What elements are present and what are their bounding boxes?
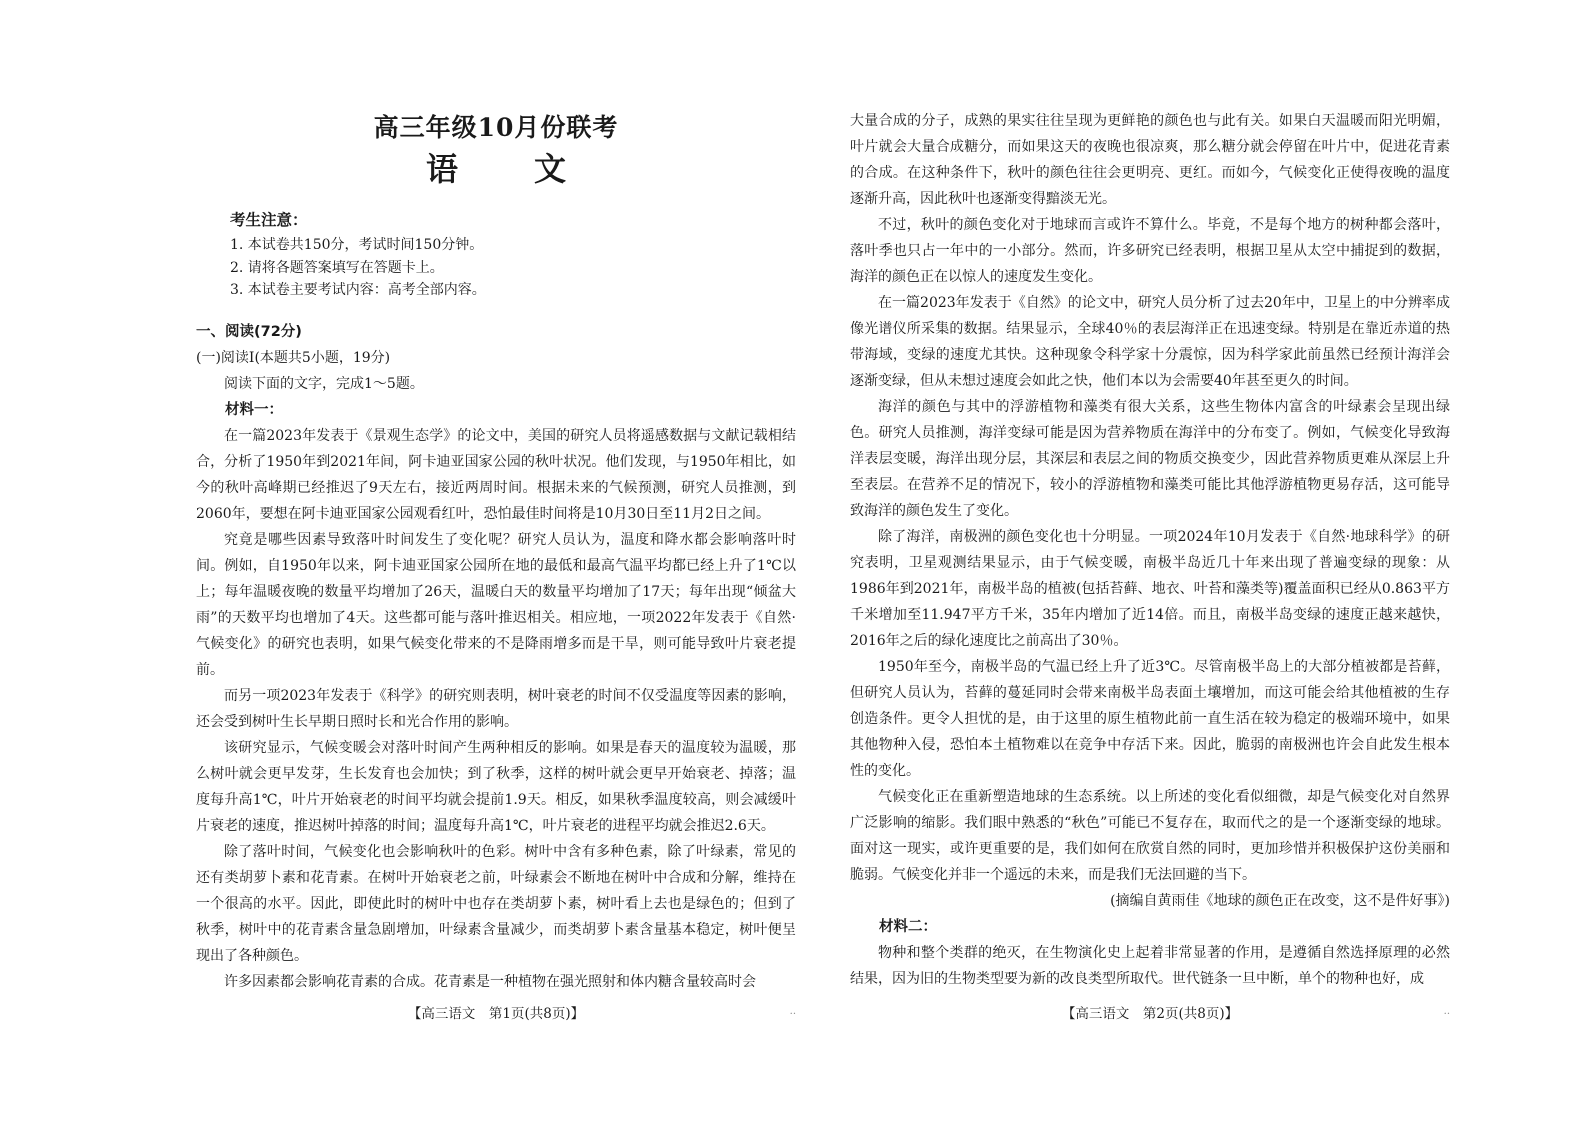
paragraph: 除了落叶时间，气候变化也会影响秋叶的色彩。树叶中含有多种色素，除了叶绿素，常见的还有类胡萝卜素和花青素。在树叶开始衰老之前，叶绿素会不断地在树叶中合成和分解，维持在一个很高的水平。因此，即使此时的树叶中也存在类胡萝卜素，树叶看上去也是绿色的；但到了秋季，树叶中的花青素含量急剧增加，叶绿素含量减少，而类胡萝卜素含量基本稳定，树叶便呈现出了各种颜色。 (196, 844, 796, 964)
paragraph: 该研究显示，气候变暖会对落叶时间产生两种相反的影响。如果是春天的温度较为温暖，那么树叶就会更早发芽，生长发育也会加快；到了秋季，这样的树叶就会更早开始衰老、掉落；温度每升高1℃，叶片开始衰老的时间平均就会提前1.9天。相反，如果秋季温度较高，则会减缓叶片衰老的速度，推迟树叶掉落的时间；温度每升高1℃，叶片衰老的进程平均就会推迟2.6天。 (196, 740, 796, 834)
right-page (850, 0, 1450, 1123)
instruction: 阅读下面的文字，完成1～5题。 (224, 376, 424, 392)
page-footer: 【高三语文 第2页(共8页)】 (1061, 1006, 1239, 1022)
subsection-title: (一)阅读Ⅰ(本题共5小题，19分) (196, 350, 391, 366)
source-citation: (摘编自黄雨佳《地球的颜色正在改变，这不是件好事》) (1110, 893, 1450, 909)
subject-char: 语 (425, 150, 458, 188)
material-label: 材料二： (879, 919, 937, 935)
material-label: 材料一： (225, 402, 283, 418)
paragraph: 不过，秋叶的颜色变化对于地球而言或许不算什么。毕竟，不是每个地方的树种都会落叶，落叶季也只占一年中的一小部分。然而，许多研究已经表明，根据卫星从太空中捕捉到的数据，海洋的颜色正在以惊人的速度发生变化。 (850, 217, 1450, 285)
notice-item: 1. 本试卷共150分，考试时间150分钟。 (230, 237, 484, 253)
page-footer: 【高三语文 第1页(共8页)】 (407, 1006, 585, 1022)
notice-heading: 考生注意： (230, 211, 308, 229)
paragraph: 究竟是哪些因素导致落叶时间发生了变化呢？研究人员认为，温度和降水都会影响落叶时间。例如，自1950年以来，阿卡迪亚国家公园所在地的最低和最高气温平均都已经上升了1℃以上；每年温暖夜晚的数量平均增加了26天，温暖白天的数量平均增加了17天；每年出现“倾盆大雨”的天数平均也增加了4天。这些都可能与落叶推迟相关。相应地，一项2022年发表于《自然·气候变化》的研究也表明，如果气候变化带来的不是降雨增多而是干旱，则可能导致叶片衰老提前。 (196, 532, 796, 678)
paragraph: 而另一项2023年发表于《科学》的研究则表明，树叶衰老的时间不仅受温度等因素的影响，还会受到树叶生长早期日照时长和光合作用的影响。 (196, 688, 796, 730)
candidate-notice (230, 208, 770, 302)
exam-title: 高三年级10月份联考 (373, 113, 619, 142)
left-body (196, 319, 796, 995)
paragraph: 许多因素都会影响花青素的合成。花青素是一种植物在强光照射和体内糖含量较高时会 (224, 974, 756, 990)
notice-item: 2. 请将各题答案填写在答题卡上。 (230, 259, 444, 276)
paragraph: 除了海洋，南极洲的颜色变化也十分明显。一项2024年10月发表于《自然·地球科学》的研究表明，卫星观测结果显示，由于气候变暖，南极半岛近几十年来出现了普遍变绿的现象：从1986年到2021年，南极半岛的植被(包括苔藓、地衣、叶苔和藻类等)覆盖面积已经从0.863平方千米增加至11.947平方千米，35年内增加了近14倍。而且，南极半岛变绿的速度正越来越快，2016年之后的绿化速度比之前高出了30％。 (850, 529, 1450, 649)
paragraph: 物种和整个类群的绝灭，在生物演化史上起着非常显著的作用，是遵循自然选择原理的必然结果，因为旧的生物类型要为新的改良类型所取代。世代链条一旦中断，单个的物种也好，成 (850, 945, 1450, 987)
paragraph: 在一篇2023年发表于《景观生态学》的论文中，美国的研究人员将遥感数据与文献记载相结合，分析了1950年到2021年间，阿卡迪亚国家公园的秋叶状况。他们发现，与1950年相比，如今的秋叶高峰期已经推迟了9天左右，接近两周时间。根据未来的气候预测，研究人员推测，到2060年，要想在阿卡迪亚国家公园观看红叶，恐怕最佳时间将是10月30日至11月2日之间。 (196, 428, 796, 522)
left-page (196, 0, 796, 1123)
right-body (850, 108, 1450, 992)
paragraph: 1950年至今，南极半岛的气温已经上升了近3℃。尽管南极半岛上的大部分植被都是苔藓，但研究人员认为，苔藓的蔓延同时会带来南极半岛表面土壤增加，而这可能会给其他植被的生存创造条件。更令人担忧的是，由于这里的原生植物此前一直生活在较为稳定的极端环境中，如果其他物种入侵，恐怕本土植物难以在竞争中存活下来。因此，脆弱的南极洲也许会自此发生根本性的变化。 (850, 659, 1450, 779)
corner-mark: .. (1443, 1006, 1450, 1017)
paragraph: 在一篇2023年发表于《自然》的论文中，研究人员分析了过去20年中，卫星上的中分辨率成像光谱仪所采集的数据。结果显示，全球40％的表层海洋正在迅速变绿。特别是在靠近赤道的热带海域，变绿的速度尤其快。这种现象令科学家十分震惊，因为科学家此前虽然已经预计海洋会逐渐变绿，但从未想过速度会如此之快，他们本以为会需要40年甚至更久的时间。 (850, 295, 1450, 389)
corner-mark: .. (789, 1006, 796, 1017)
subject-title (196, 144, 796, 190)
section-title: 一、阅读(72分) (196, 324, 302, 340)
paragraph: 海洋的颜色与其中的浮游植物和藻类有很大关系，这些生物体内富含的叶绿素会呈现出绿色。研究人员推测，海洋变绿可能是因为营养物质在海洋中的分布变了。例如，气候变化导致海洋表层变暖，海洋出现分层，其深层和表层之间的物质交换变少，因此营养物质更难从深层上升至表层。在营养不足的情况下，较小的浮游植物和藻类可能比其他浮游植物更易存活，这可能导致海洋的颜色发生了变化。 (850, 399, 1450, 519)
subject-char: 文 (534, 150, 567, 188)
paragraph: 气候变化正在重新塑造地球的生态系统。以上所述的变化看似细微，却是气候变化对自然界广泛影响的缩影。我们眼中熟悉的“秋色”可能已不复存在，取而代之的是一个逐渐变绿的地球。面对这一现实，或许更重要的是，我们如何在欣赏自然的同时，更加珍惜并积极保护这份美丽和脆弱。气候变化并非一个遥远的未来，而是我们无法回避的当下。 (850, 789, 1450, 883)
paragraph: 大量合成的分子，成熟的果实往往呈现为更鲜艳的颜色也与此有关。如果白天温暖而阳光明媚，叶片就会大量合成糖分，而如果这天的夜晚也很凉爽，那么糖分就会停留在叶片中，促进花青素的合成。在这种条件下，秋叶的颜色往往会更明亮、更红。而如今，气候变化正使得夜晚的温度逐渐升高，因此秋叶也逐渐变得黯淡无光。 (850, 113, 1450, 207)
notice-item: 3. 本试卷主要考试内容：高考全部内容。 (230, 282, 486, 298)
